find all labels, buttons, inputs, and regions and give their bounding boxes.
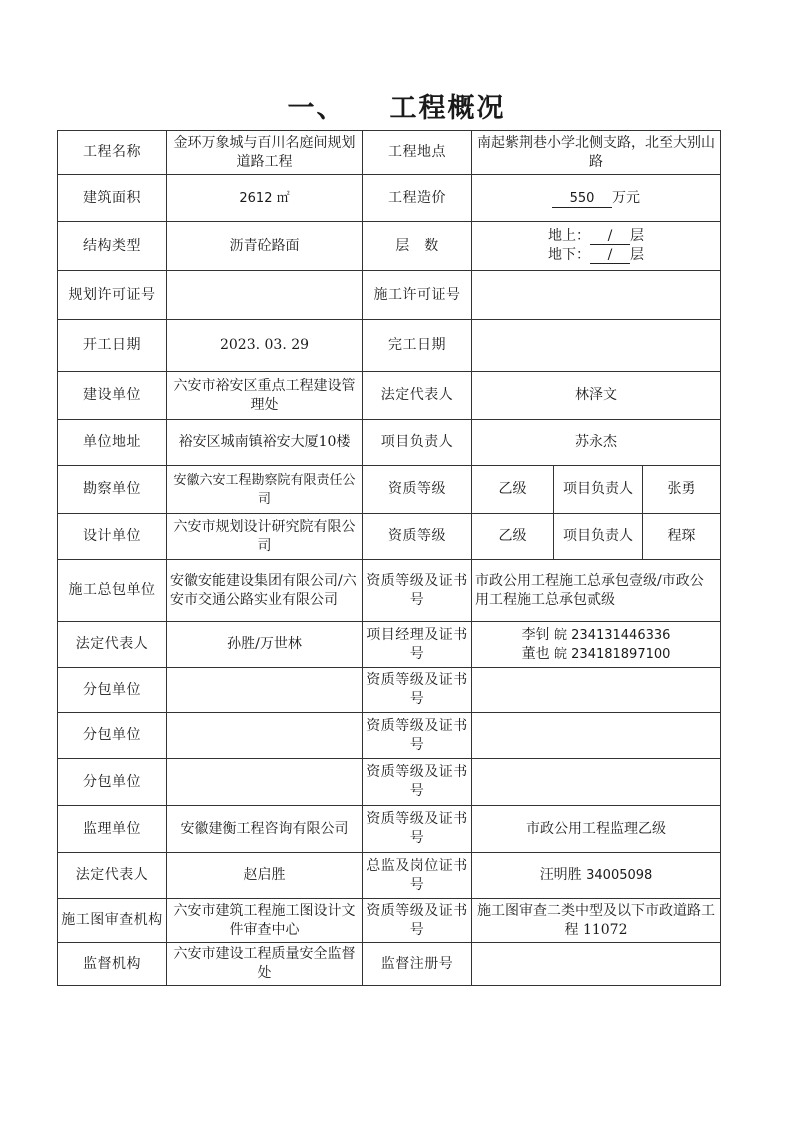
- label-chief-supervisor: 总监及岗位证书号: [363, 853, 472, 899]
- value-review-agency: 六安市建筑工程施工图设计文件审查中心: [167, 899, 363, 943]
- value-cost-cell: [472, 175, 721, 222]
- value-survey-unit: 安徽六安工程勘察院有限责任公司: [167, 466, 363, 514]
- value-project-name: 金环万象城与百川名庭间规划道路工程: [167, 131, 363, 175]
- row-builder: [58, 372, 721, 420]
- row-area: [58, 175, 721, 222]
- value-manager-cert: [472, 622, 721, 668]
- floors-below-unit: 层: [630, 247, 644, 263]
- row-supervisor-rep: [58, 853, 721, 899]
- section-number: 一、: [287, 93, 346, 124]
- label-address: 单位地址: [58, 420, 167, 466]
- value-supervisor-rep: 赵启胜: [167, 853, 363, 899]
- label-project-lead: 项目负责人: [363, 420, 472, 466]
- floors-above-unit: 层: [630, 228, 644, 244]
- label-supervisor-cert: 资质等级及证书号: [363, 806, 472, 853]
- label-review-cert: 资质等级及证书号: [363, 899, 472, 943]
- row-design: [58, 514, 721, 560]
- label-sub-2-cert: 资质等级及证书号: [363, 713, 472, 759]
- label-design-grade: 资质等级: [363, 514, 472, 560]
- manager-2-cert: 皖 234181897100: [554, 646, 671, 662]
- value-supervisor-cert: 市政公用工程监理乙级: [472, 806, 721, 853]
- label-survey-lead: 项目负责人: [554, 466, 643, 514]
- value-sub-3-cert: [472, 759, 721, 806]
- row-sub-2: [58, 713, 721, 759]
- label-area: 建筑面积: [58, 175, 167, 222]
- value-chief-supervisor: [472, 853, 721, 899]
- row-contractor: [58, 560, 721, 622]
- chief-supervisor-name: 汪明胜: [539, 867, 582, 883]
- manager-line-1: [475, 626, 717, 645]
- label-sub-3-cert: 资质等级及证书号: [363, 759, 472, 806]
- label-manager-cert: 项目经理及证书号: [363, 622, 472, 668]
- value-builder: 六安市裕安区重点工程建设管理处: [167, 372, 363, 420]
- label-contractor-cert: 资质等级及证书号: [363, 560, 472, 622]
- value-cost: 550: [552, 191, 612, 208]
- row-project-name: [58, 131, 721, 175]
- value-sub-2-cert: [472, 713, 721, 759]
- value-start-date: 2023. 03. 29: [167, 320, 363, 372]
- value-survey-lead: 张勇: [643, 466, 721, 514]
- label-survey-unit: 勘察单位: [58, 466, 167, 514]
- label-sub-2: 分包单位: [58, 713, 167, 759]
- value-planning-permit: [167, 271, 363, 320]
- manager-1-cert: 皖 234131446336: [554, 627, 671, 643]
- label-sub-3: 分包单位: [58, 759, 167, 806]
- label-contractor: 施工总包单位: [58, 560, 167, 622]
- row-legal-rep: [58, 622, 721, 668]
- floors-above: [548, 227, 644, 246]
- label-builder-rep: 法定代表人: [363, 372, 472, 420]
- row-permit: [58, 271, 721, 320]
- manager-2-name: 董也: [521, 645, 550, 662]
- label-monitor-reg: 监督注册号: [363, 943, 472, 986]
- label-supervisor: 监理单位: [58, 806, 167, 853]
- page-title: [0, 86, 793, 125]
- label-end-date: 完工日期: [363, 320, 472, 372]
- value-review-cert: 施工图审查二类中型及以下市政道路工程 11072: [472, 899, 721, 943]
- floors-below: [548, 246, 644, 265]
- label-monitor-agency: 监督机构: [58, 943, 167, 986]
- value-structure: 沥青砼路面: [167, 222, 363, 271]
- manager-line-2: [475, 645, 717, 664]
- value-project-location: 南起紫荆巷小学北侧支路，北至大别山路: [472, 131, 721, 175]
- label-start-date: 开工日期: [58, 320, 167, 372]
- floors-block: [548, 227, 644, 265]
- row-address: [58, 420, 721, 466]
- cost-unit: 万元: [612, 189, 640, 206]
- label-review-agency: 施工图审查机构: [58, 899, 167, 943]
- label-structure: 结构类型: [58, 222, 167, 271]
- label-design-lead: 项目负责人: [554, 514, 643, 560]
- value-builder-rep: 林泽文: [472, 372, 721, 420]
- row-survey: [58, 466, 721, 514]
- manager-1-name: 李钊: [521, 626, 550, 643]
- value-design-lead: 程琛: [643, 514, 721, 560]
- value-end-date: [472, 320, 721, 372]
- row-sub-1: [58, 668, 721, 713]
- floors-above-label: 地上：: [548, 228, 590, 244]
- floors-below-value: /: [590, 247, 630, 264]
- value-contractor-cert: 市政公用工程施工总承包壹级/市政公用工程施工总承包贰级: [472, 560, 721, 622]
- value-design-unit: 六安市规划设计研究院有限公司: [167, 514, 363, 560]
- row-review: [58, 899, 721, 943]
- value-legal-rep: 孙胜/万世林: [167, 622, 363, 668]
- value-monitor-reg: [472, 943, 721, 986]
- value-sub-2: [167, 713, 363, 759]
- project-overview-table: [57, 130, 721, 986]
- floors-below-label: 地下：: [548, 247, 590, 263]
- label-supervisor-rep: 法定代表人: [58, 853, 167, 899]
- label-legal-rep: 法定代表人: [58, 622, 167, 668]
- label-project-name: 工程名称: [58, 131, 167, 175]
- value-project-lead: 苏永杰: [472, 420, 721, 466]
- label-construction-permit: 施工许可证号: [363, 271, 472, 320]
- value-design-grade: 乙级: [472, 514, 554, 560]
- label-floors: 层 数: [363, 222, 472, 271]
- value-area: 2612 ㎡: [167, 175, 363, 222]
- label-builder: 建设单位: [58, 372, 167, 420]
- value-sub-1: [167, 668, 363, 713]
- section-title: 工程概况: [389, 93, 506, 124]
- value-supervisor: 安徽建衡工程咨询有限公司: [167, 806, 363, 853]
- label-project-location: 工程地点: [363, 131, 472, 175]
- chief-supervisor-cert: 34005098: [586, 868, 653, 883]
- value-monitor-agency: 六安市建设工程质量安全监督处: [167, 943, 363, 986]
- label-survey-grade: 资质等级: [363, 466, 472, 514]
- row-sub-3: [58, 759, 721, 806]
- value-contractor: 安徽安能建设集团有限公司/六安市交通公路实业有限公司: [167, 560, 363, 622]
- label-planning-permit: 规划许可证号: [58, 271, 167, 320]
- label-design-unit: 设计单位: [58, 514, 167, 560]
- value-sub-1-cert: [472, 668, 721, 713]
- label-cost: 工程造价: [363, 175, 472, 222]
- value-address: 裕安区城南镇裕安大厦10楼: [167, 420, 363, 466]
- row-supervisor: [58, 806, 721, 853]
- label-sub-1: 分包单位: [58, 668, 167, 713]
- label-sub-1-cert: 资质等级及证书号: [363, 668, 472, 713]
- row-structure: [58, 222, 721, 271]
- value-survey-grade: 乙级: [472, 466, 554, 514]
- row-dates: [58, 320, 721, 372]
- value-floors-cell: [472, 222, 721, 271]
- floors-above-value: /: [590, 228, 630, 245]
- row-monitor: [58, 943, 721, 986]
- value-construction-permit: [472, 271, 721, 320]
- value-sub-3: [167, 759, 363, 806]
